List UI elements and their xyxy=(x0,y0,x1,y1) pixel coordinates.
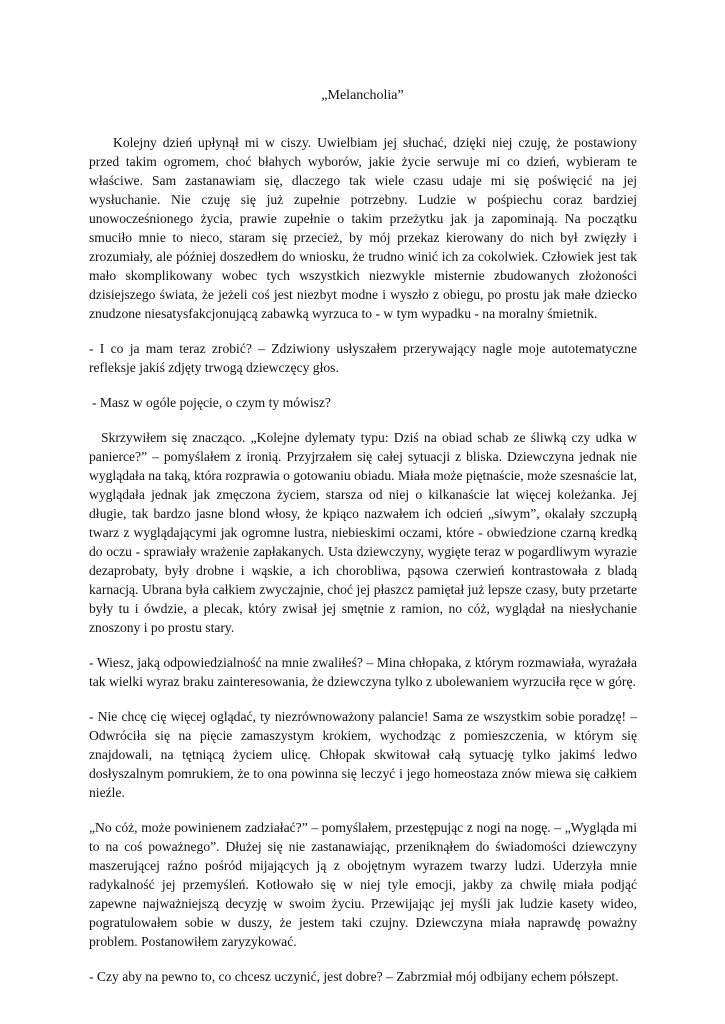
paragraph-1: Kolejny dzień upłynął mi w ciszy. Uwielbiam jej słuchać, dzięki niej czuję, że postawiony przed takim ogromem, choć błahych wyborów, jakie życie serwuje mi co dzień, wybieram te właściwe. Sam zastanawiam się, dlaczego tak wiele czasu udaje mi się poświęcić na jej wysłuchanie. Nie czuję się już zupełnie potrzebny. Ludzie w pośpiechu coraz bardziej unowocześnionego życia, prawie zupełnie o takim przeżytku jak ja zapominają. Na początku smuciło mnie to nieco, staram się przecież, by mój przekaz kierowany do nich był zwięzły i zrozumiały, ale później doszedłem do wniosku, że trudno winić ich za cokolwiek. Człowiek jest tak mało skomplikowany wobec tych wszystkich niezwykle misternie zbudowanych złożoności dzisiejszego świata, że jeżeli coś jest niezbyt modne i wyszło z obiegu, po prostu jak małe dziecko znudzone niesatysfakcjonującą zabawką wyrzuca to - w tym wypadku - na moralny śmietnik. xyxy=(89,135,637,321)
paragraph-6: - Nie chcę cię więcej oglądać, ty niezrównoważony palancie! Sama ze wszystkim sobie poradzę! – Odwróciła się na pięcie zamaszystym krokiem, wychodząc z pomieszczenia, w którym się znajdowali, na tętniącą życiem ulicę. Chłopak skwitował całą sytuację tylko jakimś ledwo dosłyszalnym pomrukiem, że to ona powinna się leczyć i jego homeostaza znów miewa się całkiem nieźle. xyxy=(89,709,637,800)
paragraph-2: - I co ja mam teraz zrobić? – Zdziwiony usłyszałem przerywający nagle moje autotematyczne refleksje jakiś zdjęty trwogą dziewczęcy głos. xyxy=(89,341,637,375)
document-title: „Melancholia” xyxy=(321,88,404,103)
paragraph-8: - Czy aby na pewno to, co chcesz uczynić, jest dobre? – Zabrzmiał mój odbijany echem półszept. xyxy=(89,969,619,984)
paragraph-3: - Masz w ogóle pojęcie, o czym ty mówisz? xyxy=(92,395,331,410)
paragraph-7: „No cóż, może powinienem zadziałać?” – pomyślałem, przestępując z nogi na nogę. – „Wygląda mi to na coś poważnego”. Dłużej się nie zastanawiając, przeniknąłem do świadomości dziewczyny maszerującej raźno pośród mijających ją z obojętnym wyrazem twarzy ludzi. Uderzyła mnie radykalność jej przemyśleń. Kotłowało się w niej tyle emocji, jakby za chwilę miała podjąć zapewne najważniejszą decyzję w swoim życiu. Przewijając jej myśli jak ludzie kasety wideo, pogratulowałem sobie w duszy, że jestem taki czujny. Dziewczyna miała naprawdę poważny problem. Postanowiłem zaryzykować. xyxy=(89,820,637,949)
document-body xyxy=(89,133,637,1002)
paragraph-4: Skrzywiłem się znacząco. „Kolejne dylematy typu: Dziś na obiad schab ze śliwką czy udka w panierce?” – pomyślałem z ironią. Przyjrzałem się całej sytuacji z bliska. Dziewczyna jednak nie wyglądała na taką, która rozprawia o gotowaniu obiadu. Miała może piętnaście, może szesnaście lat, wyglądała jednak jak zmęczona życiem, starsza od niej o kilkanaście lat więcej koleżanka. Jej długie, tak bardzo jasne blond włosy, że kpiąco nazwałem ich odcień „siwym”, okalały szczupłą twarz z wyglądającymi jak ogromne lustra, niebieskimi oczami, które - obwiedzione czarną kredką do oczu - sprawiały wrażenie zapłakanych. Usta dziewczyny, wygięte teraz w pogardliwym wyrazie dezaprobaty, były drobne i wąskie, a ich chorobliwa, pąsowa czerwień kontrastowała z bladą karnacją. Ubrana była całkiem zwyczajnie, choć jej płaszcz pamiętał już lepsze czasy, buty przetarte były tu i ówdzie, a plecak, który zwisał jej smętnie z ramion, no cóż, wyglądał na niesłychanie znoszony i po prostu stary. xyxy=(89,430,637,635)
paragraph-5: - Wiesz, jaką odpowiedzialność na mnie zwaliłeś? – Mina chłopaka, z którym rozmawiała, wyrażała tak wielki wyraz braku zainteresowania, że dziewczyna tylko z ubolewaniem wyrzuciła ręce w górę. xyxy=(89,655,637,689)
